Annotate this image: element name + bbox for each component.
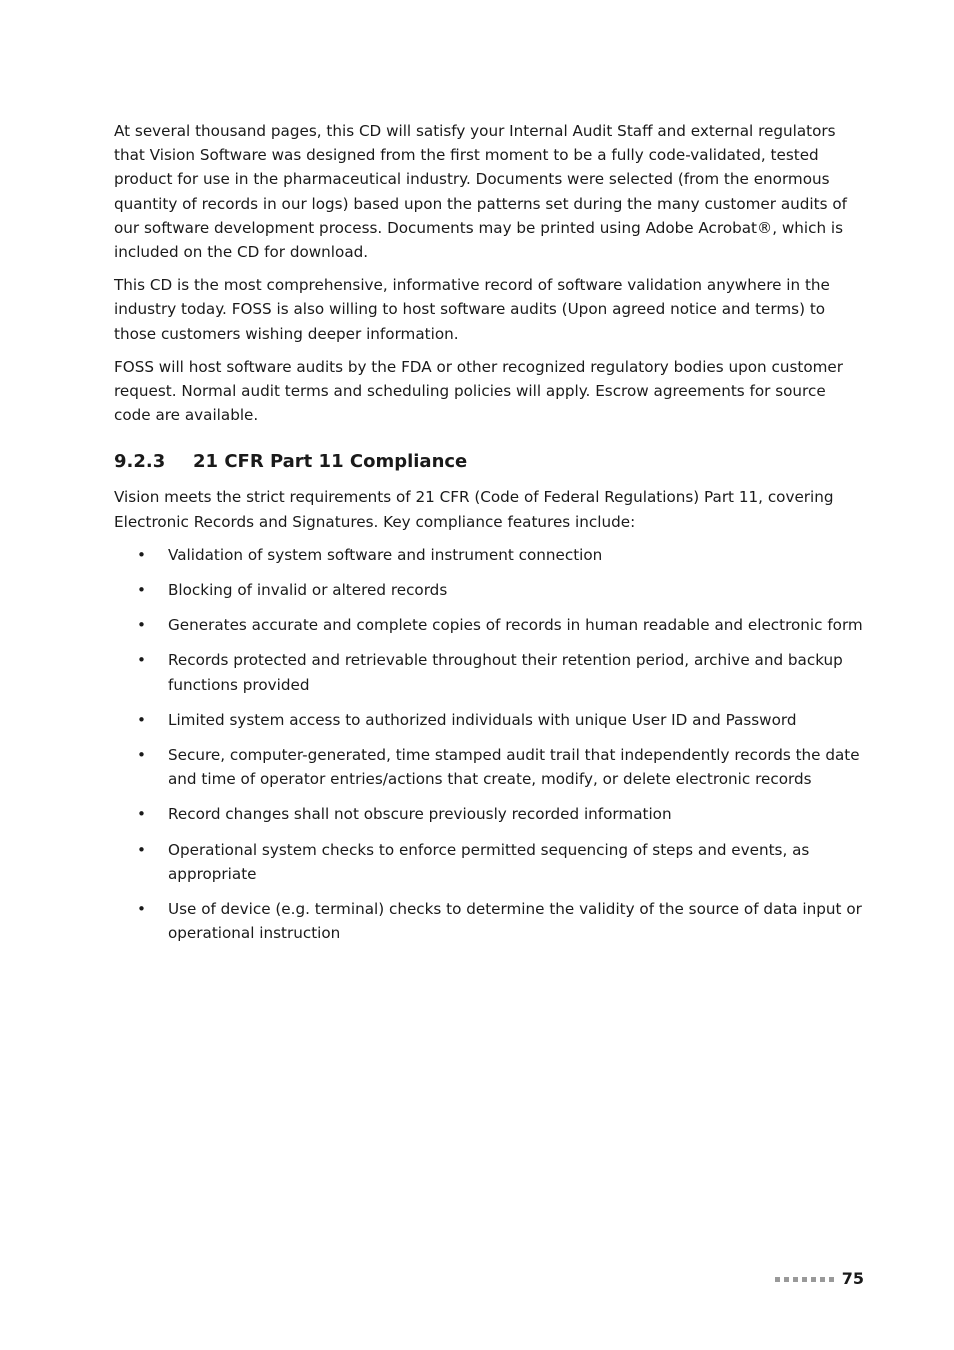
list-item-text: Operational system checks to enforce permitted sequencing of steps and events, as appropriate bbox=[168, 840, 810, 883]
list-item bbox=[114, 897, 866, 945]
list-item bbox=[114, 802, 866, 826]
bullet-icon: • bbox=[137, 710, 146, 729]
bullet-icon: • bbox=[137, 581, 146, 600]
paragraph-validation-record: This CD is the most comprehensive, informative record of software validation anywhere in the industry today. FOSS is also willing to host software audits (Upon agreed notice and terms) to those customers wishing deeper information. bbox=[114, 276, 830, 343]
bullet-icon: • bbox=[137, 746, 146, 765]
section-heading bbox=[114, 449, 866, 475]
bullet-icon: • bbox=[137, 651, 146, 670]
bullet-icon: • bbox=[137, 805, 146, 824]
bullet-icon: • bbox=[137, 900, 146, 919]
page-marker-squares-icon bbox=[775, 1277, 834, 1282]
list-item bbox=[114, 578, 866, 602]
list-item-text: Use of device (e.g. terminal) checks to determine the validity of the source of data input or operational instruction bbox=[168, 900, 862, 943]
bullet-icon: • bbox=[137, 840, 146, 859]
list-item-text: Record changes shall not obscure previously recorded information bbox=[168, 805, 672, 824]
list-item-text: Blocking of invalid or altered records bbox=[168, 581, 448, 600]
list-item bbox=[114, 743, 866, 791]
list-item-text: Secure, computer-generated, time stamped audit trail that independently records the date and time of operator entries/actions that create, modify, or delete electronic records bbox=[168, 746, 860, 789]
compliance-features-list bbox=[114, 543, 866, 946]
list-item bbox=[114, 613, 866, 637]
section-intro: Vision meets the strict requirements of 21 CFR (Code of Federal Regulations) Part 11, covering Electronic Records and Signatures. Key compliance features include: bbox=[114, 488, 834, 531]
list-item bbox=[114, 708, 866, 732]
paragraph-software-audits: FOSS will host software audits by the FDA or other recognized regulatory bodies upon customer request. Normal audit terms and scheduling policies will apply. Escrow agreements for source code are available. bbox=[114, 357, 844, 425]
page-content bbox=[114, 119, 866, 956]
list-item bbox=[114, 838, 866, 886]
page-number: 75 bbox=[841, 1269, 864, 1288]
list-item bbox=[114, 543, 866, 567]
list-item-text: Validation of system software and instrument connection bbox=[168, 545, 603, 564]
list-item-text: Limited system access to authorized individuals with unique User ID and Password bbox=[168, 710, 797, 729]
list-item-text: Records protected and retrievable throughout their retention period, archive and backup functions provided bbox=[168, 651, 843, 694]
list-item-text: Generates accurate and complete copies of records in human readable and electronic form bbox=[168, 616, 863, 635]
page-footer bbox=[775, 1266, 864, 1292]
section-title: 21 CFR Part 11 Compliance bbox=[193, 451, 468, 473]
paragraph-cd-overview: At several thousand pages, this CD will satisfy your Internal Audit Staff and external regulators that Vision Software was designed from the first moment to be a fully code-validated, tested product for use in the pharmaceutical industry. Documents were selected (from the enormous quantity of records in our logs) based upon the patterns set during the many customer audits of our software development process. Documents may be printed using Adobe Acrobat®, which is included on the CD for download. bbox=[114, 122, 847, 262]
list-item bbox=[114, 648, 866, 696]
section-number: 9.2.3 bbox=[114, 451, 166, 473]
bullet-icon: • bbox=[137, 545, 146, 564]
bullet-icon: • bbox=[137, 616, 146, 635]
